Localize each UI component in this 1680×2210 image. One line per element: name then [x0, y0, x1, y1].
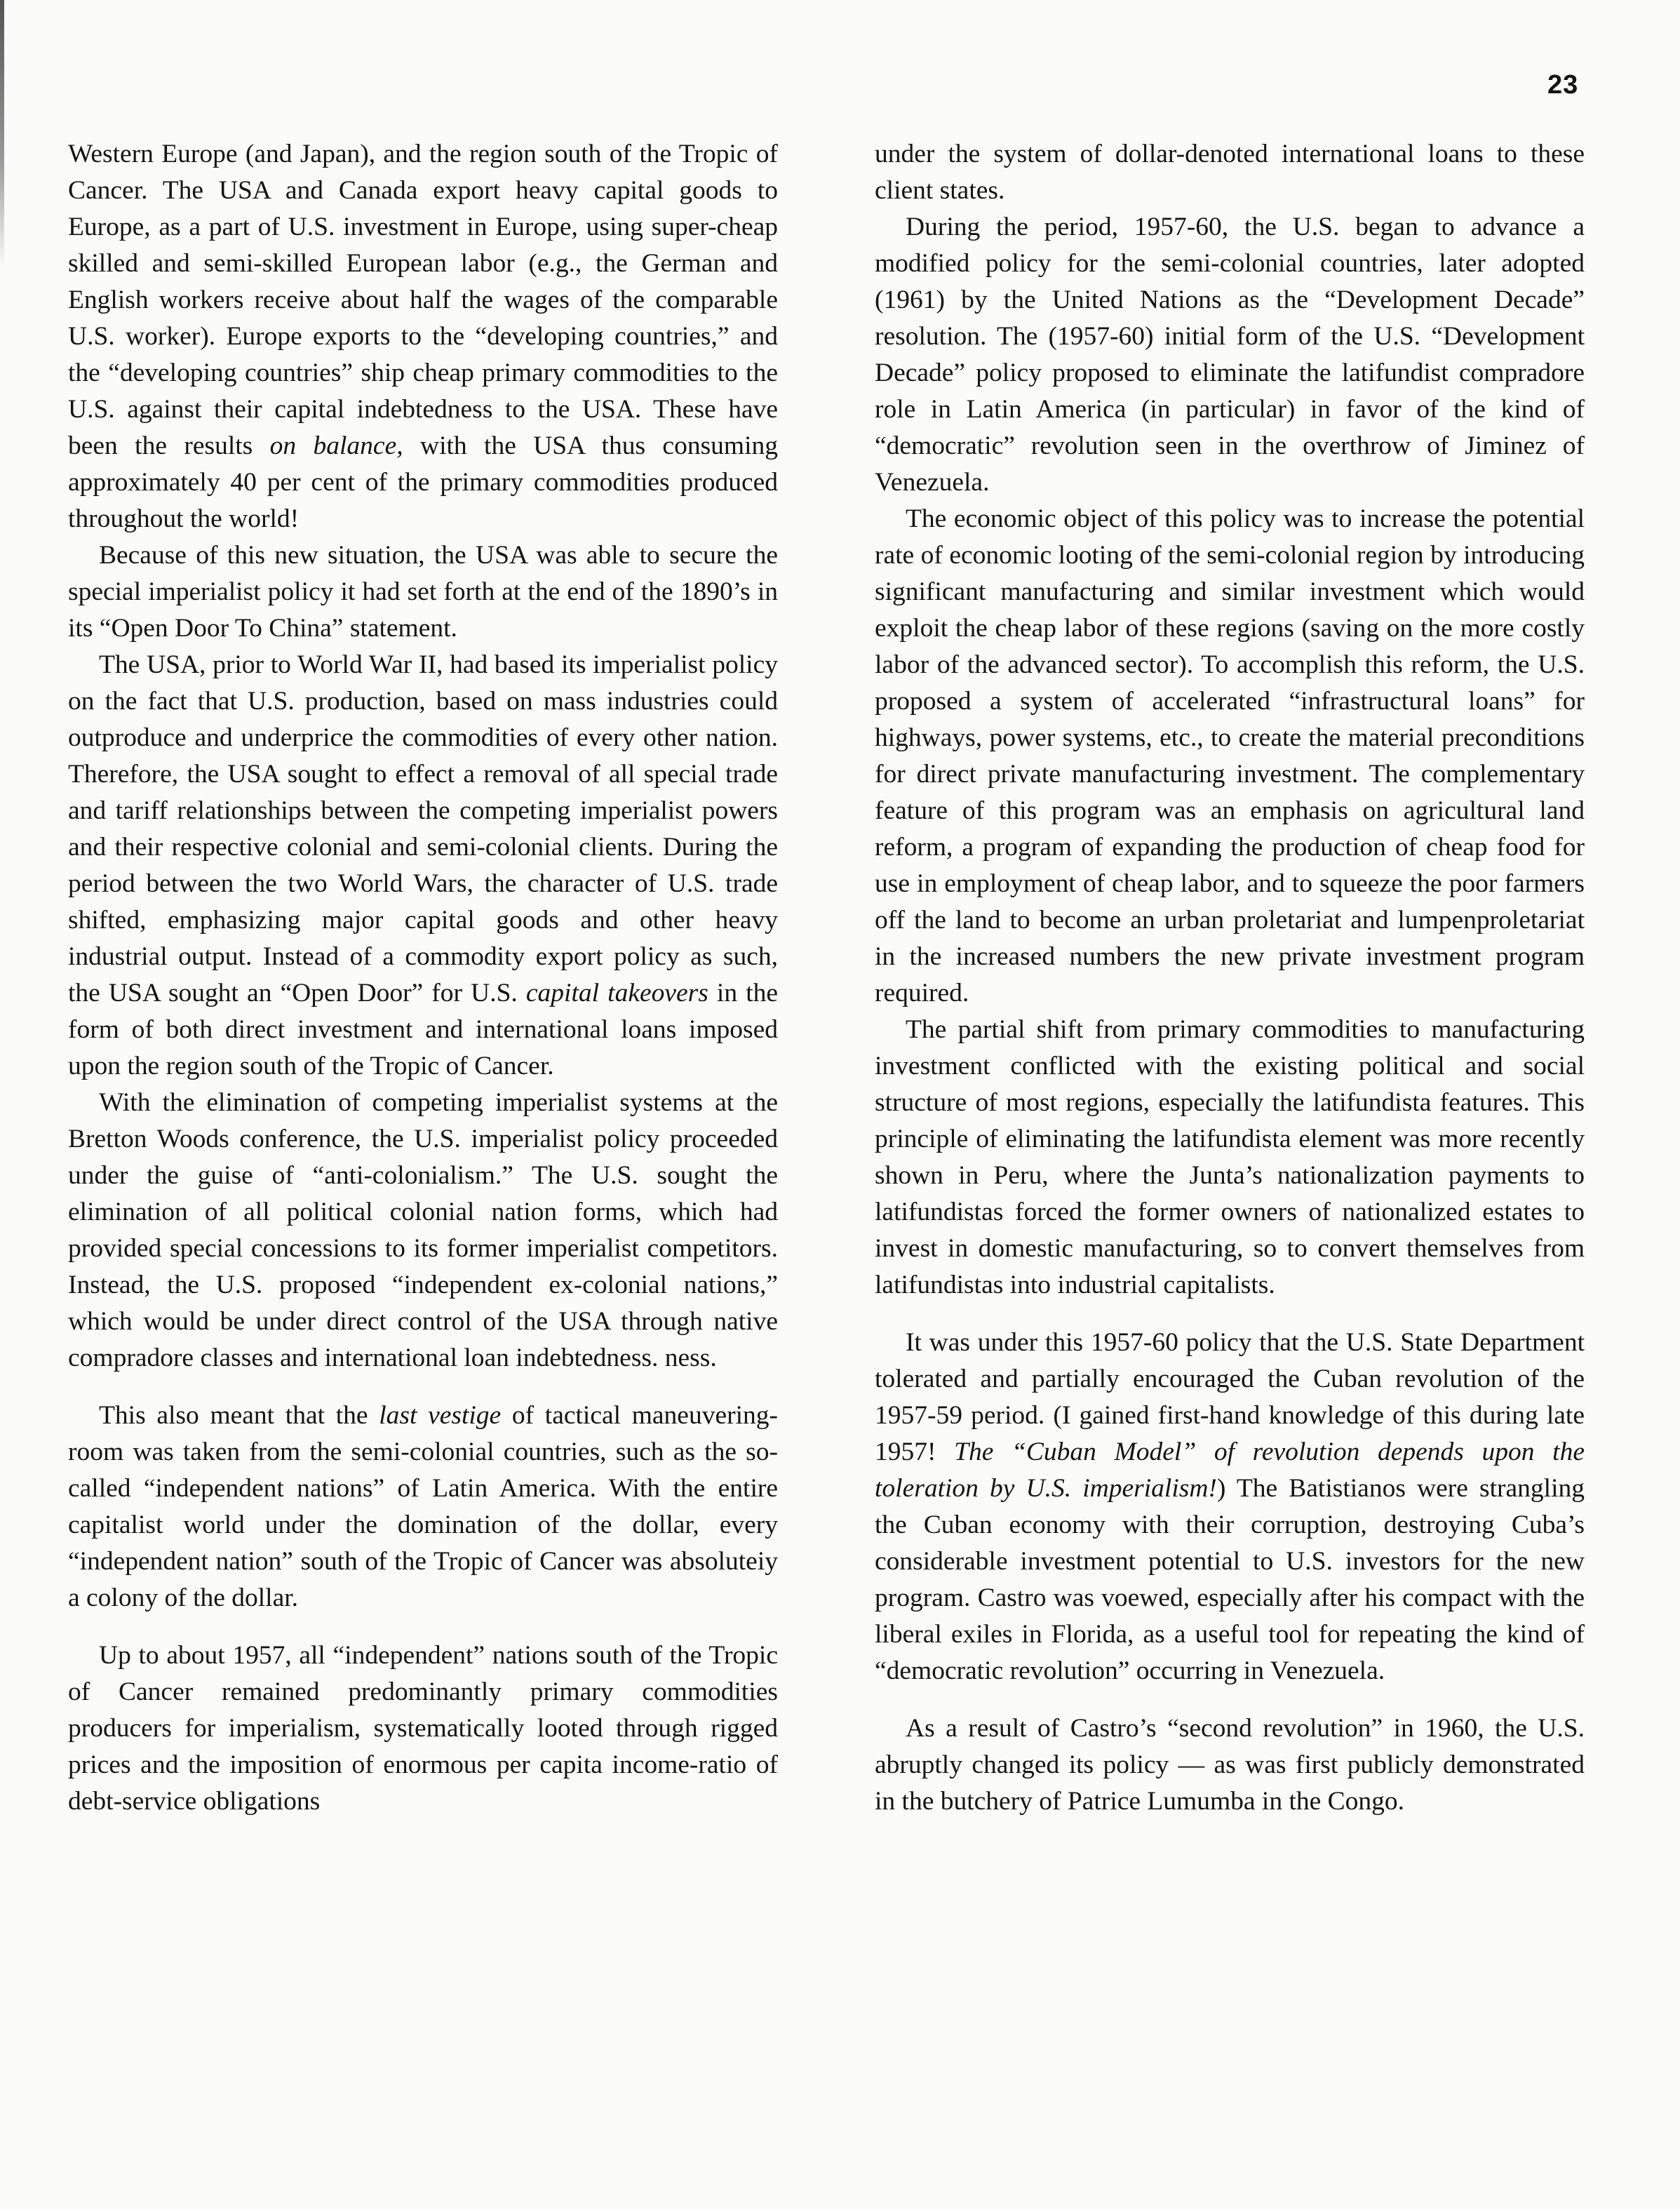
paragraph [68, 647, 778, 1085]
paragraph: As a result of Castro’s “second revolution” in 1960, the U.S. abruptly changed its policy — as was first publicly demonstrated in the butchery of Patrice Lumumba in the Congo. [875, 1714, 1585, 1816]
paragraph: The partial shift from primary commodities to manufacturing investment conflicted with the existing political and social structure of most regions, especially the latifundista features. This principle of eliminating the latifundista element was more recently shown in Peru, where the Junta’s nationalization payments to latifundistas forced the former owners of nationalized estates to invest in domestic manufacturing, so to convert themselves from latifundistas into industrial capitalists. [875, 1015, 1585, 1299]
emphasis-text: last vestige [379, 1401, 502, 1430]
paragraph: With the elimination of competing imperialist systems at the Bretton Woods conference, the U.S. imperialist policy proceeded under the guise of “anti-colonialism.” The U.S. sought the elimination of all political colonial nation forms, which had provided special concessions to its former imperialist competitors. Instead, the U.S. proposed “independent ex-colonial nations,” which would be under direct control of the USA through native compradore classes and international loan indebtedness. ness. [68, 1088, 778, 1372]
emphasis-text: capital takeovers [525, 979, 708, 1007]
paragraph-continuation: under the system of dollar-denoted international loans to these client states. [875, 140, 1585, 205]
paragraph: During the period, 1957-60, the U.S. began to advance a modified policy for the semi-colonial countries, later adopted (1961) by the United Nations as the “Development Decade” resolution. The (1957-60) initial form of the U.S. “Development Decade” policy proposed to eliminate the latifundist compradore role in Latin America (in particular) in favor of the kind of “democratic” revolution seen in the overthrow of Jiminez of Venezuela. [875, 213, 1585, 497]
paragraph [875, 1325, 1585, 1689]
left-column [68, 136, 778, 1820]
paragraph: The economic object of this policy was to increase the potential rate of economic looting of the semi-colonial region by introducing significant manufacturing and similar investment which would exploit the cheap labor of these regions (saving on the more costly labor of the advanced sector). To accomplish this reform, the U.S. proposed a system of accelerated “infrastructural loans” for highways, power systems, etc., to create the material preconditions for direct private manufacturing investment. The complementary feature of this program was an emphasis on agricultural land reform, a program of expanding the production of cheap food for use in employment of cheap labor, and to squeeze the poor farmers off the land to become an urban proletariat and lumpenproletariat in the increased numbers the new private investment program required. [875, 504, 1585, 1007]
paragraph-text: with the USA thus consuming approximately 40 per cent of the primary commodities produced throughout the world! [68, 431, 778, 533]
paragraph: Up to about 1957, all “independent” nations south of the Tropic of Cancer remained predominantly primary commodities producers for imperialism, systematically looted through rigged prices and the imposition of enormous per capita income-ratio of debt-service obligations [68, 1641, 778, 1816]
paragraph-text: of tactical maneuvering-room was taken from the semi-colonial countries, such as the so-called “independent nations” of Latin America. With the entire capitalist world under the domination of the dollar, every “independent nation” south of the Tropic of Cancer was absoluteiy a colony of the dollar. [68, 1401, 778, 1612]
paragraph-text: The USA, prior to World War II, had based its imperialist policy on the fact that U.S. production, based on mass industries could outproduce and underprice the commodities of every other nation. Therefore, the USA sought to effect a removal of all special trade and tariff relationships between the competing imperialist powers and their respective colonial and semi-colonial clients. During the period between the two World Wars, the character of U.S. trade shifted, emphasizing major capital goods and other heavy industrial output. Instead of a commodity export policy as such, the USA sought an “Open Door” for U.S. [68, 650, 778, 1007]
paragraph [68, 1398, 778, 1616]
paragraph: Because of this new situation, the USA was able to secure the special imperialist policy it had set forth at the end of the 1890’s in its “Open Door To China” statement. [68, 541, 778, 643]
paragraph-text: in the form of both direct investment and international loans imposed upon the region south of the Tropic of Cancer. [68, 979, 779, 1080]
emphasis-text: on balance, [269, 431, 403, 460]
page-number: 23 [1547, 70, 1579, 100]
paragraph-text: It was under this 1957-60 policy that the U.S. State Department tolerated and partially encouraged the Cuban revolution of the 1957-59 period. (I gained first-hand knowledge of this during late 1957! [875, 1328, 1585, 1466]
paragraph-text: This also meant that the [99, 1401, 379, 1430]
right-column [875, 136, 1585, 1820]
paragraph-text: Western Europe (and Japan), and the region south of the Tropic of Cancer. The USA and Canada export heavy capital goods to Europe, as a part of U.S. investment in Europe, using super-cheap skilled and semi-skilled European labor (e.g., the German and English workers receive about half the wages of the comparable U.S. worker). Europe exports to the “developing countries,” and the “developing countries” ship cheap primary commodities to the U.S. against their capital indebtedness to the USA. These have been the results [68, 140, 778, 460]
binding-edge [0, 0, 4, 267]
paragraph-text: ) The Batistianos were strangling the Cuban economy with their corruption, destroying Cuba’s considerable investment potential to U.S. investors for the new program. Castro was voewed, especially after his compact with the liberal exiles in Florida, as a useful tool for repeating the kind of “democratic revolution” occurring in Venezuela. [875, 1474, 1585, 1685]
paragraph-continuation [68, 136, 778, 537]
emphasis-text: The “Cuban Model” of revolution depends upon the toleration by U.S. imperialism! [875, 1438, 1585, 1503]
